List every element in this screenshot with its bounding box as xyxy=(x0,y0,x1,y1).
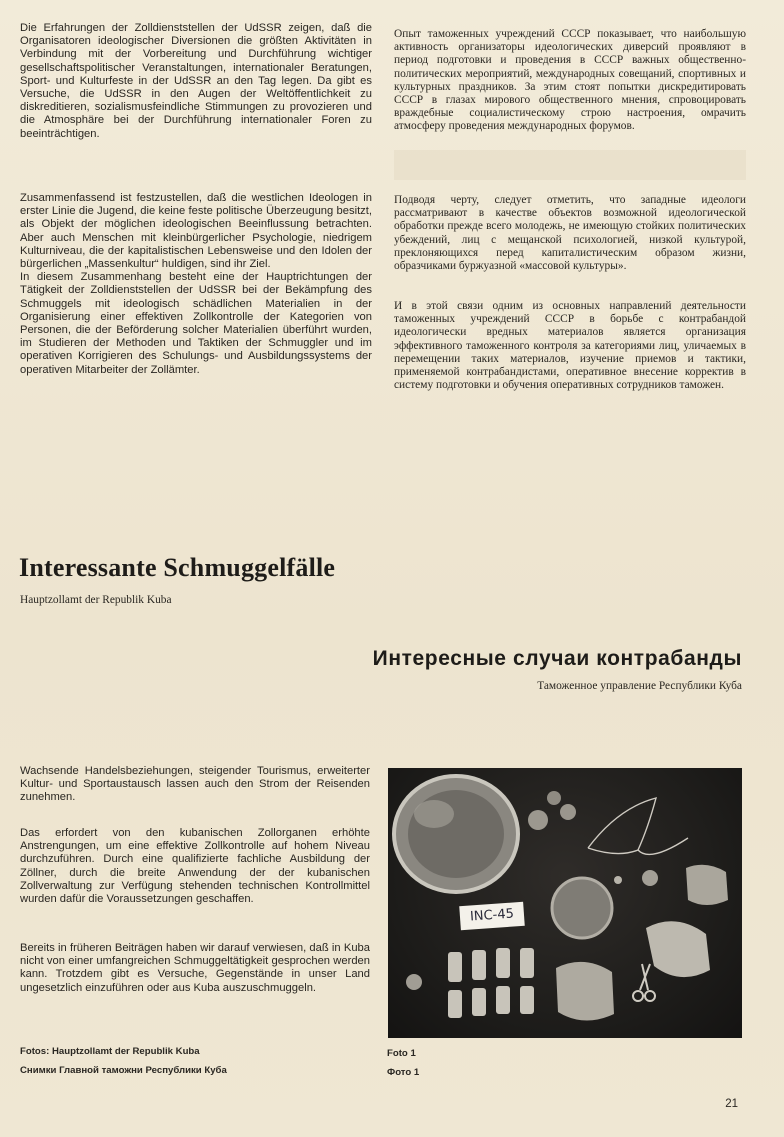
contraband-items-illustration xyxy=(388,768,742,1038)
photo-credit-german: Fotos: Hauptzollamt der Republik Kuba xyxy=(20,1046,200,1057)
paragraph: Bereits in früheren Beiträgen haben wir darauf verwiesen, daß in Kuba nicht von einer umfangreichen Schmuggeltätigkeit gesprochen werden kann. Trotzdem gibt es Versuche, Gegenstände in unser Land ungesetzlich einzuführen oder aus Kuba auszuschmuggeln. xyxy=(20,942,370,994)
photo-caption-russian: Фото 1 xyxy=(387,1067,420,1078)
paragraph: Wachsende Handelsbeziehungen, steigender Tourismus, erweiterter Kultur- und Sportaustausch lassen auch den Strom der Reisenden zunehmen. xyxy=(20,765,370,804)
article-title-german: Interessante Schmuggelfälle xyxy=(19,553,336,582)
russian-column-conclusion xyxy=(394,300,746,392)
paragraph: Zusammenfassend ist festzustellen, daß die westlichen Ideologen in erster Linie die Jugend, die keine feste politische Überzeugung besitzt, als Objekt der möglichen ideologischen Beeinflussung betrachten. Aber auch Menschen mit kleinbürgerlicher Psychologie, niedrigem Kulturniveau, die der kapitalistischen Lebensweise und den Idolen der bürgerlichen „Massenkultur“ huldigen, sind ihr Ziel. In diesem Zusammenhang besteht eine der Hauptrichtungen der Tätigkeit der Zolldienststellen der UdSSR bei der Bekämpfung des Schmuggels mit ideologisch schädlichen Materialien in der Organisierung einer effektiven Zollkontrolle der Kategorien von Personen, die der Beförderung solcher Materialien überführt wurden, im Studieren der Methoden und Taktiken der Schmuggler und im operativen Korrigieren des Schulungs- und Ausbildungssystems der operativen Mitarbeiter der Zollämter. xyxy=(20,192,372,376)
russian-column-top xyxy=(394,28,746,134)
page-number: 21 xyxy=(725,1098,738,1110)
photo-credit-russian: Снимки Главной таможни Республики Куба xyxy=(20,1065,227,1076)
photo-caption-german: Foto 1 xyxy=(387,1048,416,1059)
article-subtitle-german: Hauptzollamt der Republik Kuba xyxy=(20,594,172,606)
german-column-summary xyxy=(20,192,372,377)
paragraph: Die Erfahrungen der Zolldienststellen der UdSSR zeigen, daß die Organisatoren ideologischer Diversionen die größten Aktivitäten in Verbindung mit der Vorbereitung und Durchführung wichtiger gesellschaftspolitischer Veranstaltungen, internationaler Beratungen, Sport- und Kulturfeste in der UdSSR an den Tag legen. Da gibt es Versuche, die UdSSR in den Augen der Weltöffentlichkeit zu diskreditieren, sozialismusfeindliche Stimmungen zu provozieren und die Atmosphäre bei der Durchführung internationaler Foren zu beeinträchtigen. xyxy=(20,22,372,140)
russian-column-summary xyxy=(394,194,746,273)
paragraph: Подводя черту, следует отметить, что западные идеологи рассматривают в качестве объектов возможной идеологической обработки прежде всего молодежь, не имеющую стойких политических убеждений, лиц с мещанской психологией, низкой культурой, преклоняющихся перед капиталистическим образом жизни, образчиками буржуазной «массовой культуры». xyxy=(394,194,746,273)
paragraph: И в этой связи одним из основных направлений деятельности таможенных учреждений СССР в борьбе с контрабандой идеологически вредных материалов является организация эффективного таможенного контроля за категориями лиц, уличаемых в перемещении таких материалов, изучение приемов и тактики, применяемой контрабандистами, оперативное внесение корректив в систему подготовки и обучения оперативных сотрудников таможен. xyxy=(394,300,746,392)
german-article-intro xyxy=(20,765,370,805)
article-subtitle-russian: Таможенное управление Республики Куба xyxy=(537,680,742,692)
german-article-body-2 xyxy=(20,942,370,995)
paragraph: Опыт таможенных учреждений СССР показывает, что наибольшую активность организаторы идеологических диверсий проявляют в период подготовки и проведения в СССР важных общественно-политических мероприятий, международных совещаний, спортивных и культурных праздников. За этим стоят попытки дискредитировать СССР в глазах мирового общественного мнения, спровоцировать враждебные социалистическому строю настроения, омрачить атмосферу проведения международных форумов. xyxy=(394,28,746,133)
paragraph: Das erfordert von den kubanischen Zollorganen erhöhte Anstrengungen, um eine effektive Zollkontrolle auf hohem Niveau durchzuführen. Durch eine qualifizierte fachliche Ausbildung der Zöllner, durch die breite Anwendung der der kubanischen Zollverwaltung zur Verfügung stehenden technischen Kontrollmittel wurden dafür die Voraussetzungen geschaffen. xyxy=(20,827,370,906)
print-shading xyxy=(394,150,746,180)
contraband-photo xyxy=(388,768,742,1038)
evidence-tag: INC-45 xyxy=(459,902,525,930)
german-column-top xyxy=(20,22,372,141)
german-article-body xyxy=(20,827,370,906)
article-title-russian: Интересные случаи контрабанды xyxy=(372,647,742,670)
